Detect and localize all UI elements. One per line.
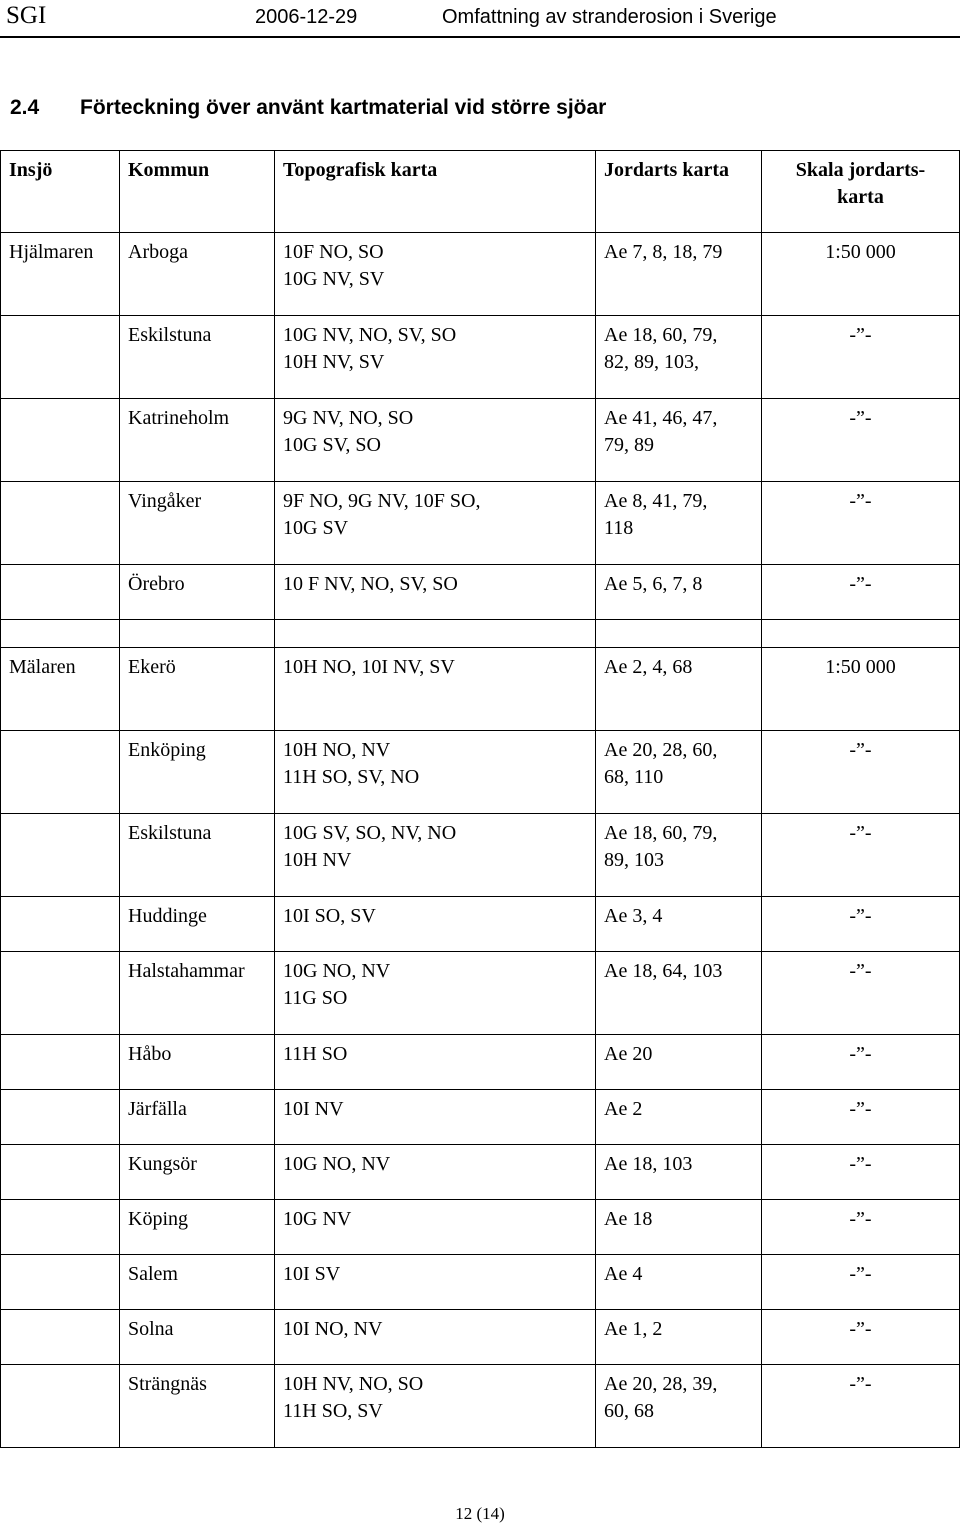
section-title: Förteckning över använt kartmaterial vid större sjöar (80, 96, 607, 119)
cell-jordarts-karta: Ae 18 (596, 1200, 762, 1255)
cell-kommun: Eskilstuna (120, 316, 275, 399)
table-row (1, 1035, 960, 1090)
cell-kommun (120, 620, 275, 648)
table-row (1, 482, 960, 565)
col-header-skala: Skala jordarts- karta (762, 151, 960, 233)
page-header (0, 0, 960, 32)
cell-topografisk-karta: 10I SO, SV (275, 897, 596, 952)
cell-skala: -”- (762, 1090, 960, 1145)
cell-insjo (1, 1035, 120, 1090)
col-header-jordarts-karta: Jordarts karta (596, 151, 762, 233)
header-divider (0, 36, 960, 38)
cell-skala: -”- (762, 482, 960, 565)
cell-insjo (1, 1090, 120, 1145)
cell-kommun: Kungsör (120, 1145, 275, 1200)
cell-insjo (1, 952, 120, 1035)
cell-topografisk-karta (275, 620, 596, 648)
cell-kommun: Huddinge (120, 897, 275, 952)
cell-topografisk-karta: 10G NV (275, 1200, 596, 1255)
cell-jordarts-karta: Ae 8, 41, 79, 118 (596, 482, 762, 565)
cell-skala: -”- (762, 1200, 960, 1255)
table-row (1, 620, 960, 648)
table-row (1, 814, 960, 897)
cell-insjo (1, 897, 120, 952)
cell-kommun: Enköping (120, 731, 275, 814)
cell-topografisk-karta: 10 F NV, NO, SV, SO (275, 565, 596, 620)
cell-jordarts-karta: Ae 3, 4 (596, 897, 762, 952)
cell-jordarts-karta: Ae 18, 103 (596, 1145, 762, 1200)
cell-insjo (1, 399, 120, 482)
page-number: 12 (14) (455, 1504, 505, 1523)
cell-insjo (1, 1200, 120, 1255)
cell-kommun: Eskilstuna (120, 814, 275, 897)
cell-kommun: Håbo (120, 1035, 275, 1090)
cell-kommun: Järfälla (120, 1090, 275, 1145)
cell-skala: -”- (762, 316, 960, 399)
cell-topografisk-karta: 10G NO, NV (275, 1145, 596, 1200)
table-row (1, 316, 960, 399)
table-row (1, 1145, 960, 1200)
cell-topografisk-karta: 10G SV, SO, NV, NO 10H NV (275, 814, 596, 897)
cell-skala: -”- (762, 1035, 960, 1090)
cell-topografisk-karta: 10I NO, NV (275, 1310, 596, 1365)
header-title: Omfattning av stranderosion i Sverige (442, 6, 777, 28)
table-row (1, 897, 960, 952)
cell-topografisk-karta: 10H NO, 10I NV, SV (275, 648, 596, 731)
section-number: 2.4 (10, 96, 40, 119)
cell-topografisk-karta: 10G NV, NO, SV, SO 10H NV, SV (275, 316, 596, 399)
cell-jordarts-karta: Ae 1, 2 (596, 1310, 762, 1365)
table-header-row (1, 151, 960, 233)
cell-insjo (1, 316, 120, 399)
section-heading (10, 96, 606, 120)
cell-insjo (1, 1365, 120, 1448)
table-body (1, 233, 960, 1448)
cell-insjo: Mälaren (1, 648, 120, 731)
cell-skala: -”- (762, 1310, 960, 1365)
cell-jordarts-karta: Ae 20, 28, 39, 60, 68 (596, 1365, 762, 1448)
col-header-insjo: Insjö (1, 151, 120, 233)
col-header-kommun: Kommun (120, 151, 275, 233)
sgi-logo: SGI (6, 2, 47, 29)
cell-insjo (1, 1310, 120, 1365)
cell-jordarts-karta (596, 620, 762, 648)
cell-kommun: Örebro (120, 565, 275, 620)
cell-kommun: Köping (120, 1200, 275, 1255)
cell-insjo (1, 482, 120, 565)
cell-jordarts-karta: Ae 7, 8, 18, 79 (596, 233, 762, 316)
cell-skala: 1:50 000 (762, 648, 960, 731)
cell-jordarts-karta: Ae 5, 6, 7, 8 (596, 565, 762, 620)
cell-skala: -”- (762, 731, 960, 814)
table-row (1, 952, 960, 1035)
table-row (1, 1090, 960, 1145)
cell-jordarts-karta: Ae 4 (596, 1255, 762, 1310)
cell-topografisk-karta: 10G NO, NV 11G SO (275, 952, 596, 1035)
cell-skala: -”- (762, 565, 960, 620)
cell-topografisk-karta: 10H NO, NV 11H SO, SV, NO (275, 731, 596, 814)
table-row (1, 233, 960, 316)
cell-skala: -”- (762, 814, 960, 897)
cell-insjo (1, 620, 120, 648)
cell-kommun: Vingåker (120, 482, 275, 565)
cell-jordarts-karta: Ae 41, 46, 47, 79, 89 (596, 399, 762, 482)
table-row (1, 1200, 960, 1255)
cell-jordarts-karta: Ae 20, 28, 60, 68, 110 (596, 731, 762, 814)
cell-topografisk-karta: 9G NV, NO, SO 10G SV, SO (275, 399, 596, 482)
cell-skala (762, 620, 960, 648)
cell-topografisk-karta: 9F NO, 9G NV, 10F SO, 10G SV (275, 482, 596, 565)
header-date: 2006-12-29 (255, 6, 358, 28)
cell-kommun: Ekerö (120, 648, 275, 731)
cell-kommun: Arboga (120, 233, 275, 316)
cell-jordarts-karta: Ae 2, 4, 68 (596, 648, 762, 731)
table-row (1, 648, 960, 731)
cell-insjo: Hjälmaren (1, 233, 120, 316)
cell-skala: 1:50 000 (762, 233, 960, 316)
cell-skala: -”- (762, 399, 960, 482)
table-row (1, 1365, 960, 1448)
table-row (1, 399, 960, 482)
cell-insjo (1, 814, 120, 897)
cell-insjo (1, 1255, 120, 1310)
col-header-topografisk-karta: Topografisk karta (275, 151, 596, 233)
table-row (1, 1255, 960, 1310)
cell-topografisk-karta: 11H SO (275, 1035, 596, 1090)
cell-insjo (1, 731, 120, 814)
cell-jordarts-karta: Ae 18, 60, 79, 82, 89, 103, (596, 316, 762, 399)
cell-kommun: Halstahammar (120, 952, 275, 1035)
cell-skala: -”- (762, 897, 960, 952)
cell-skala: -”- (762, 1255, 960, 1310)
cell-insjo (1, 565, 120, 620)
cell-kommun: Katrineholm (120, 399, 275, 482)
cell-jordarts-karta: Ae 18, 60, 79, 89, 103 (596, 814, 762, 897)
cell-jordarts-karta: Ae 18, 64, 103 (596, 952, 762, 1035)
cell-skala: -”- (762, 1365, 960, 1448)
cell-topografisk-karta: 10I NV (275, 1090, 596, 1145)
cell-jordarts-karta: Ae 2 (596, 1090, 762, 1145)
cell-kommun: Salem (120, 1255, 275, 1310)
cell-jordarts-karta: Ae 20 (596, 1035, 762, 1090)
cell-kommun: Solna (120, 1310, 275, 1365)
map-material-table (0, 150, 960, 1448)
cell-topografisk-karta: 10F NO, SO 10G NV, SV (275, 233, 596, 316)
cell-insjo (1, 1145, 120, 1200)
cell-topografisk-karta: 10I SV (275, 1255, 596, 1310)
table-row (1, 565, 960, 620)
cell-skala: -”- (762, 952, 960, 1035)
cell-skala: -”- (762, 1145, 960, 1200)
table-row (1, 1310, 960, 1365)
cell-topografisk-karta: 10H NV, NO, SO 11H SO, SV (275, 1365, 596, 1448)
table-row (1, 731, 960, 814)
cell-kommun: Strängnäs (120, 1365, 275, 1448)
